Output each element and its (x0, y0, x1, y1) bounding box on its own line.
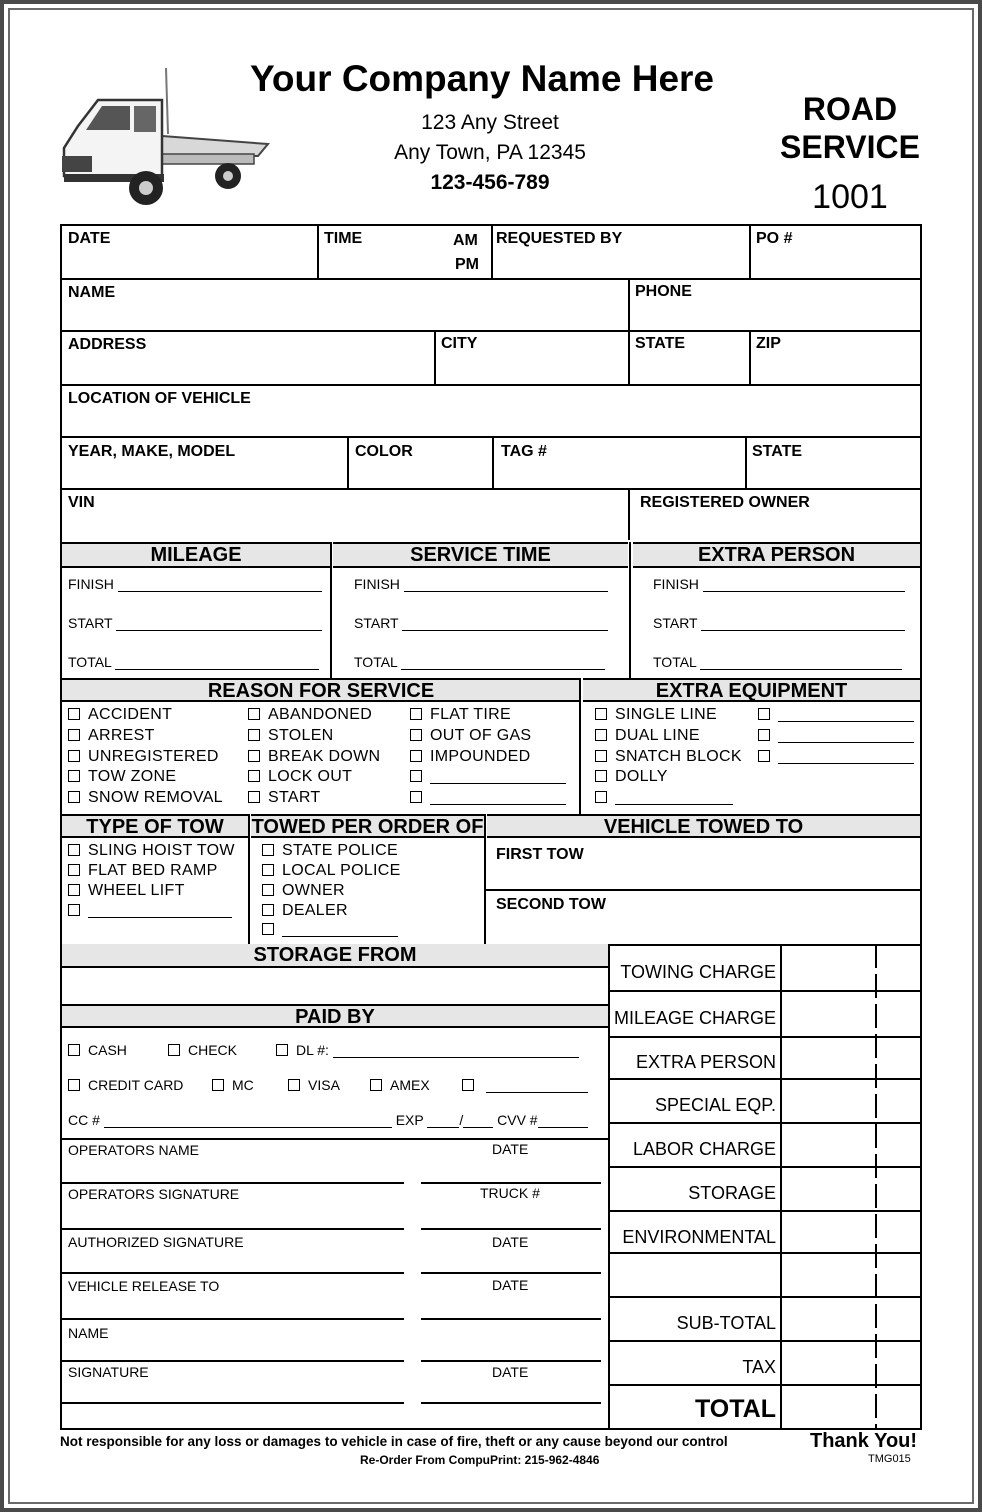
disclaimer: Not responsible for any loss or damages to vehicle in case of fire, theft or any cause beyond our control (60, 1434, 728, 1449)
second-tow-label: SECOND TOW (496, 896, 606, 913)
extra-person-total-label: TOTAL (653, 654, 697, 670)
pay-mc[interactable] (212, 1077, 254, 1093)
operators-signature-label: OPERATORS SIGNATURE (68, 1186, 240, 1202)
checkbox-icon (248, 708, 260, 720)
tow-wheel-lift-label: WHEEL LIFT (88, 882, 185, 899)
checkbox-icon (68, 884, 80, 896)
form-table (60, 224, 922, 1430)
reason-other-1[interactable] (410, 768, 566, 786)
towed-per-header: TOWED PER ORDER OF (251, 816, 484, 838)
pay-dl[interactable] (276, 1042, 579, 1058)
form-title-line2: SERVICE (780, 129, 920, 165)
cents-divider (872, 944, 880, 1430)
extra-equipment-header: EXTRA EQUIPMENT (583, 678, 920, 702)
operators-date-label: DATE (492, 1141, 529, 1157)
extra-person-finish[interactable] (653, 576, 905, 592)
vehicle-release-label: VEHICLE RELEASE TO (68, 1278, 220, 1294)
thank-you: Thank You! (810, 1430, 918, 1452)
pay-visa[interactable] (288, 1077, 340, 1093)
service-total[interactable] (354, 654, 605, 670)
reason-other-2[interactable] (410, 789, 566, 807)
tow-other[interactable] (68, 902, 232, 920)
reason-impounded-label: IMPOUNDED (430, 748, 531, 765)
checkbox-icon (68, 729, 80, 741)
checkbox-icon (212, 1079, 224, 1091)
per-owner-label: OWNER (282, 882, 345, 899)
equipment-dual-line-label: DUAL LINE (615, 727, 700, 744)
reason-header: REASON FOR SERVICE (62, 678, 580, 702)
reorder-info: Re-Order From CompuPrint: 215-962-4846 (360, 1453, 600, 1467)
city-label: CITY (441, 335, 478, 352)
checkbox-icon (68, 708, 80, 720)
reason-break-down[interactable] (248, 748, 380, 766)
checkbox-icon (758, 750, 770, 762)
equipment-other-3[interactable] (758, 727, 914, 745)
checkbox-icon (248, 729, 260, 741)
tag-label: TAG # (501, 443, 547, 460)
pay-amex[interactable] (370, 1077, 430, 1093)
special-eqp-label: SPECIAL EQP. (654, 1095, 776, 1115)
signature-date-label: DATE (492, 1364, 529, 1380)
form-title (760, 90, 940, 166)
reason-out-of-gas[interactable] (410, 727, 531, 745)
checkbox-icon (595, 770, 607, 782)
service-start-label: START (354, 615, 399, 631)
checkbox-icon (262, 864, 274, 876)
cvv-label: CVV # (497, 1112, 538, 1128)
checkbox-icon (68, 864, 80, 876)
checkbox-icon (410, 750, 422, 762)
color-label: COLOR (355, 443, 413, 460)
reason-out-of-gas-label: OUT OF GAS (430, 727, 532, 744)
exp-label: EXP (395, 1112, 424, 1128)
checkbox-icon (595, 791, 607, 803)
time-label: TIME (324, 230, 363, 247)
tow-wheel-lift[interactable] (68, 882, 185, 900)
first-tow-label: FIRST TOW (496, 846, 584, 863)
reason-stolen[interactable] (248, 727, 334, 745)
reason-flat-tire[interactable] (410, 706, 511, 724)
pay-visa-label: VISA (308, 1077, 340, 1093)
per-state-police-label: STATE POLICE (282, 842, 398, 859)
checkbox-icon (168, 1044, 180, 1056)
checkbox-icon (68, 770, 80, 782)
vehicle-towed-header: VEHICLE TOWED TO (487, 814, 920, 838)
pay-check[interactable] (168, 1042, 237, 1058)
service-time-header: SERVICE TIME (333, 542, 628, 568)
truck-label: TRUCK # (480, 1185, 540, 1201)
checkbox-icon (288, 1079, 300, 1091)
operators-name-label: OPERATORS NAME (68, 1142, 199, 1158)
pay-cash-label: CASH (88, 1042, 127, 1058)
environmental-label: ENVIRONMENTAL (622, 1227, 776, 1247)
reason-snow-removal[interactable] (68, 789, 223, 807)
equipment-snatch-block-label: SNATCH BLOCK (615, 748, 742, 765)
service-total-label: TOTAL (354, 654, 398, 670)
mileage-start-label: START (68, 615, 113, 631)
exp-separator: / (459, 1112, 464, 1128)
mileage-charge-label: MILEAGE CHARGE (613, 1008, 776, 1028)
type-of-tow-header: TYPE OF TOW (62, 814, 248, 838)
extra-person-finish-label: FINISH (653, 576, 699, 592)
equipment-other-1[interactable] (595, 789, 733, 807)
form-number: 1001 (812, 178, 888, 216)
service-finish-label: FINISH (354, 576, 400, 592)
checkbox-icon (410, 791, 422, 803)
date-label: DATE (68, 230, 111, 247)
mileage-start[interactable] (68, 615, 322, 631)
pay-other[interactable] (462, 1077, 588, 1093)
tow-sling-hoist[interactable] (68, 842, 235, 860)
per-state-police[interactable] (262, 842, 398, 860)
pay-credit-card-label: CREDIT CARD (88, 1077, 184, 1093)
equipment-dolly[interactable] (595, 768, 668, 786)
service-start[interactable] (354, 615, 608, 631)
checkbox-icon (262, 904, 274, 916)
checkbox-icon (595, 750, 607, 762)
per-local-police-label: LOCAL POLICE (282, 862, 401, 879)
total-label: TOTAL (694, 1395, 776, 1423)
checkbox-icon (68, 904, 80, 916)
pay-mc-label: MC (232, 1077, 254, 1093)
reason-lock-out[interactable] (248, 768, 352, 786)
form-code: TMG015 (868, 1453, 911, 1465)
reason-abandoned[interactable] (248, 706, 372, 724)
vin-label: VIN (68, 494, 95, 511)
reason-accident[interactable] (68, 706, 172, 724)
checkbox-icon (68, 844, 80, 856)
reason-break-down-label: BREAK DOWN (268, 748, 381, 765)
paid-by-header: PAID BY (62, 1004, 608, 1028)
checkbox-icon (248, 750, 260, 762)
checkbox-icon (248, 791, 260, 803)
pay-amex-label: AMEX (390, 1077, 430, 1093)
per-local-police[interactable] (262, 862, 401, 880)
extra-person-charge-label: EXTRA PERSON (635, 1052, 776, 1072)
pay-cash[interactable] (68, 1042, 127, 1058)
pm-option[interactable]: PM (455, 256, 479, 273)
per-owner[interactable] (262, 882, 345, 900)
checkbox-icon (758, 708, 770, 720)
reason-tow-zone[interactable] (68, 768, 176, 786)
equipment-dual-line[interactable] (595, 727, 700, 745)
company-phone: 123-456-789 (430, 171, 550, 194)
equipment-snatch-block[interactable] (595, 748, 742, 766)
extra-person-total[interactable] (653, 654, 902, 670)
registered-owner-label: REGISTERED OWNER (640, 494, 810, 511)
form-title-line1: ROAD (802, 91, 898, 127)
phone-label: PHONE (635, 283, 692, 300)
checkbox-icon (68, 791, 80, 803)
storage-from-header: STORAGE FROM (62, 944, 608, 968)
reason-snow-removal-label: SNOW REMOVAL (88, 789, 223, 806)
extra-person-start[interactable] (653, 615, 905, 631)
mileage-total[interactable] (68, 654, 319, 670)
tow-truck-image (58, 64, 270, 214)
checkbox-icon (262, 844, 274, 856)
mileage-header: MILEAGE (62, 542, 330, 568)
reason-start-label: START (268, 789, 321, 806)
reason-tow-zone-label: TOW ZONE (88, 768, 177, 785)
year-make-model-label: YEAR, MAKE, MODEL (68, 443, 236, 460)
reason-unregistered-label: UNREGISTERED (88, 748, 219, 765)
equipment-other-4[interactable] (758, 748, 914, 766)
po-label: PO # (756, 230, 793, 247)
cc-label: CC # (68, 1112, 100, 1128)
checkbox-icon (262, 884, 274, 896)
pay-dl-label: DL #: (296, 1042, 329, 1058)
checkbox-icon (68, 750, 80, 762)
location-label: LOCATION OF VEHICLE (68, 390, 251, 407)
checkbox-icon (410, 770, 422, 782)
checkbox-icon (595, 708, 607, 720)
checkbox-icon (595, 729, 607, 741)
release-name-label: NAME (68, 1325, 109, 1341)
pay-credit-card[interactable] (68, 1077, 183, 1093)
authorized-signature-label: AUTHORIZED SIGNATURE (68, 1234, 244, 1250)
mileage-finish-label: FINISH (68, 576, 114, 592)
reason-lock-out-label: LOCK OUT (268, 768, 353, 785)
company-street: 123 Any Street (421, 111, 559, 134)
reason-impounded[interactable] (410, 748, 530, 766)
checkbox-icon (462, 1079, 474, 1091)
checkbox-icon (276, 1044, 288, 1056)
equipment-dolly-label: DOLLY (615, 768, 668, 785)
extra-person-start-label: START (653, 615, 698, 631)
equipment-single-line[interactable] (595, 706, 717, 724)
checkbox-icon (68, 1044, 80, 1056)
mileage-total-label: TOTAL (68, 654, 112, 670)
zip-label: ZIP (756, 335, 781, 352)
extra-person-header: EXTRA PERSON (633, 542, 920, 568)
reason-accident-label: ACCIDENT (88, 706, 173, 723)
equipment-other-2[interactable] (758, 706, 914, 724)
company-name: Your Company Name Here (250, 58, 714, 99)
per-other[interactable] (262, 921, 398, 939)
requested-by-label: REQUESTED BY (496, 230, 623, 247)
release-signature-label: SIGNATURE (68, 1364, 149, 1380)
reason-unregistered[interactable] (68, 748, 219, 766)
reason-arrest[interactable] (68, 727, 155, 745)
state-label: STATE (635, 335, 686, 352)
checkbox-icon (758, 729, 770, 741)
service-finish[interactable] (354, 576, 608, 592)
checkbox-icon (410, 708, 422, 720)
tow-sling-hoist-label: SLING HOIST TOW (88, 842, 235, 859)
tow-flat-bed[interactable] (68, 862, 218, 880)
per-dealer-label: DEALER (282, 902, 348, 919)
reason-start[interactable] (248, 789, 320, 807)
checkbox-icon (370, 1079, 382, 1091)
release-date-label: DATE (492, 1277, 529, 1293)
reason-abandoned-label: ABANDONED (268, 706, 373, 723)
towing-charge-label: TOWING CHARGE (620, 962, 776, 982)
checkbox-icon (248, 770, 260, 782)
reason-flat-tire-label: FLAT TIRE (430, 706, 511, 723)
checkbox-icon (410, 729, 422, 741)
tax-label: TAX (742, 1357, 776, 1377)
authorized-date-label: DATE (492, 1234, 529, 1250)
pay-check-label: CHECK (188, 1042, 238, 1058)
mileage-finish[interactable] (68, 576, 322, 592)
cc-number-field[interactable] (68, 1112, 588, 1128)
subtotal-label: SUB-TOTAL (676, 1313, 776, 1333)
checkbox-icon (262, 923, 274, 935)
reason-stolen-label: STOLEN (268, 727, 334, 744)
company-city: Any Town, PA 12345 (394, 141, 586, 164)
vehicle-state-label: STATE (752, 443, 803, 460)
checkbox-icon (68, 1079, 80, 1091)
name-label: NAME (68, 284, 116, 301)
reason-arrest-label: ARREST (88, 727, 155, 744)
equipment-single-line-label: SINGLE LINE (615, 706, 718, 723)
am-option[interactable]: AM (453, 232, 478, 249)
per-dealer[interactable] (262, 902, 348, 920)
labor-charge-label: LABOR CHARGE (632, 1139, 776, 1159)
tow-flat-bed-label: FLAT BED RAMP (88, 862, 218, 879)
storage-charge-label: STORAGE (688, 1183, 776, 1203)
address-label: ADDRESS (68, 336, 147, 353)
